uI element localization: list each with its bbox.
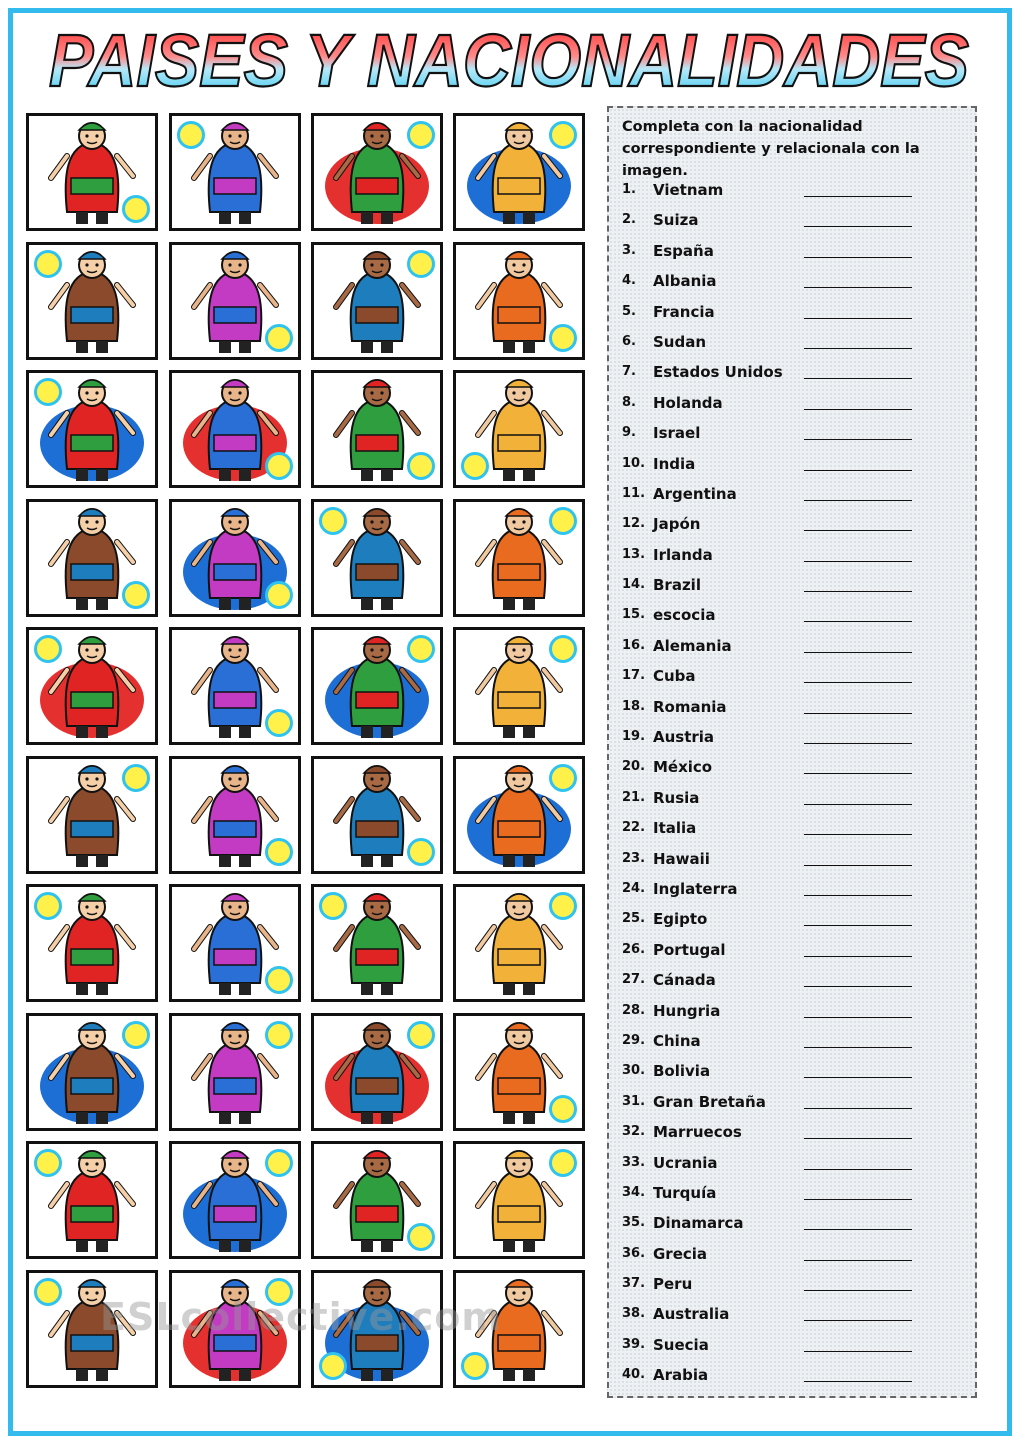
answer-dot[interactable] — [177, 121, 205, 149]
country-item — [622, 332, 967, 362]
country-item — [622, 605, 967, 635]
country-name: Egipto — [653, 910, 708, 929]
answer-blank[interactable] — [804, 409, 912, 410]
answer-dot[interactable] — [122, 1021, 150, 1049]
answer-blank[interactable] — [804, 1047, 912, 1048]
country-item — [622, 514, 967, 544]
item-number: 28. — [622, 1002, 646, 1018]
watermark: ESLcollective.com — [100, 1295, 502, 1339]
item-number: 31. — [622, 1093, 646, 1109]
item-number: 22. — [622, 820, 646, 836]
illustration-tile[interactable] — [453, 884, 585, 1002]
item-number: 12. — [622, 516, 646, 532]
illustration-tile[interactable] — [311, 242, 443, 360]
illustration-tile[interactable] — [169, 370, 301, 488]
country-name: Romania — [653, 697, 727, 716]
illustration-tile[interactable] — [26, 884, 158, 1002]
country-item — [622, 849, 967, 879]
illustration-tile[interactable] — [311, 1013, 443, 1131]
item-number: 2. — [622, 212, 636, 228]
country-item — [622, 1031, 967, 1061]
illustration-tile[interactable] — [453, 242, 585, 360]
country-item — [622, 818, 967, 848]
country-item — [622, 423, 967, 453]
country-item — [622, 879, 967, 909]
country-name: Hungria — [653, 1001, 721, 1020]
country-name: Ucrania — [653, 1153, 718, 1172]
item-number: 40. — [622, 1367, 646, 1383]
item-number: 32. — [622, 1124, 646, 1140]
answer-dot[interactable] — [319, 1352, 347, 1380]
illustration-tile[interactable] — [311, 627, 443, 745]
illustration-tile[interactable] — [26, 756, 158, 874]
answer-blank[interactable] — [804, 652, 912, 653]
answer-dot[interactable] — [407, 635, 435, 663]
answer-dot[interactable] — [265, 452, 293, 480]
country-name: Italia — [653, 819, 697, 838]
country-item — [622, 545, 967, 575]
item-number: 29. — [622, 1032, 646, 1048]
answer-blank[interactable] — [804, 1199, 912, 1200]
answer-blank[interactable] — [804, 196, 912, 197]
item-number: 8. — [622, 394, 636, 410]
item-number: 18. — [622, 698, 646, 714]
country-item — [622, 1183, 967, 1213]
answer-dot[interactable] — [407, 121, 435, 149]
country-name: Suecia — [653, 1335, 709, 1354]
item-number: 23. — [622, 850, 646, 866]
illustration-tile[interactable] — [453, 756, 585, 874]
country-item — [622, 909, 967, 939]
item-number: 39. — [622, 1336, 646, 1352]
answer-blank[interactable] — [804, 1351, 912, 1352]
item-number: 37. — [622, 1276, 646, 1292]
answer-dot[interactable] — [122, 195, 150, 223]
answer-blank[interactable] — [804, 530, 912, 531]
country-item — [622, 454, 967, 484]
illustration-tile[interactable] — [26, 1013, 158, 1131]
country-name: Argentina — [653, 484, 737, 503]
country-name: Peru — [653, 1275, 693, 1294]
illustration-tile[interactable] — [169, 1013, 301, 1131]
country-name: Turquía — [653, 1183, 717, 1202]
country-list — [622, 180, 967, 1396]
answer-blank[interactable] — [804, 1169, 912, 1170]
item-number: 21. — [622, 789, 646, 805]
country-name: España — [653, 241, 714, 260]
answer-dot[interactable] — [549, 764, 577, 792]
country-item — [622, 1274, 967, 1304]
country-item — [622, 302, 967, 332]
answer-dot[interactable] — [265, 1021, 293, 1049]
answer-dot[interactable] — [549, 1149, 577, 1177]
item-number: 30. — [622, 1063, 646, 1079]
answer-blank[interactable] — [804, 1017, 912, 1018]
country-item — [622, 241, 967, 271]
illustration-tile[interactable] — [26, 113, 158, 231]
answer-dot[interactable] — [122, 581, 150, 609]
item-number: 7. — [622, 364, 636, 380]
illustration-tile[interactable] — [311, 370, 443, 488]
answer-blank[interactable] — [804, 1320, 912, 1321]
item-number: 10. — [622, 455, 646, 471]
answer-dot[interactable] — [549, 635, 577, 663]
answer-blank[interactable] — [804, 743, 912, 744]
illustration-tile[interactable] — [311, 756, 443, 874]
country-name: China — [653, 1031, 701, 1050]
answer-dot[interactable] — [34, 1149, 62, 1177]
answer-dot[interactable] — [407, 1021, 435, 1049]
answer-blank[interactable] — [804, 682, 912, 683]
answer-dot[interactable] — [265, 709, 293, 737]
country-name: India — [653, 454, 696, 473]
illustration-tile[interactable] — [169, 756, 301, 874]
answer-dot[interactable] — [34, 635, 62, 663]
answer-blank[interactable] — [804, 470, 912, 471]
country-name: Marruecos — [653, 1123, 742, 1142]
answer-dot[interactable] — [319, 892, 347, 920]
country-name: Albania — [653, 272, 717, 291]
item-number: 9. — [622, 425, 636, 441]
answer-dot[interactable] — [407, 1223, 435, 1251]
country-item — [622, 575, 967, 605]
country-name: Australia — [653, 1305, 730, 1324]
country-name: Francia — [653, 302, 715, 321]
country-item — [622, 727, 967, 757]
answer-blank[interactable] — [804, 561, 912, 562]
country-item — [622, 1153, 967, 1183]
country-item — [622, 788, 967, 818]
country-item — [622, 1061, 967, 1091]
country-name: Inglaterra — [653, 879, 738, 898]
answer-dot[interactable] — [549, 324, 577, 352]
svg-text:PAISES Y NACIONALIDADES: PAISES Y NACIONALIDADES — [49, 19, 969, 102]
country-item — [622, 362, 967, 392]
country-item — [622, 271, 967, 301]
country-name: Portugal — [653, 940, 726, 959]
answer-blank[interactable] — [804, 378, 912, 379]
answer-dot[interactable] — [407, 838, 435, 866]
item-number: 34. — [622, 1184, 646, 1200]
country-name: Cánada — [653, 971, 716, 990]
country-item — [622, 1365, 967, 1395]
country-item — [622, 1244, 967, 1274]
answer-blank[interactable] — [804, 348, 912, 349]
illustration-grid — [26, 113, 592, 1395]
item-number: 13. — [622, 546, 646, 562]
item-number: 36. — [622, 1245, 646, 1261]
country-item — [622, 210, 967, 240]
answer-blank[interactable] — [804, 1260, 912, 1261]
worksheet-title — [0, 14, 1018, 104]
answer-blank[interactable] — [804, 804, 912, 805]
answer-blank[interactable] — [804, 257, 912, 258]
illustration-tile[interactable] — [453, 1141, 585, 1259]
answer-blank[interactable] — [804, 895, 912, 896]
item-number: 14. — [622, 577, 646, 593]
answer-blank[interactable] — [804, 865, 912, 866]
item-number: 19. — [622, 729, 646, 745]
country-item — [622, 1335, 967, 1365]
answer-blank[interactable] — [804, 925, 912, 926]
answer-blank[interactable] — [804, 439, 912, 440]
country-item — [622, 393, 967, 423]
country-name: Suiza — [653, 211, 699, 230]
country-item — [622, 757, 967, 787]
item-number: 11. — [622, 485, 646, 501]
country-name: Israel — [653, 424, 701, 443]
answer-blank[interactable] — [804, 834, 912, 835]
answer-blank[interactable] — [804, 986, 912, 987]
illustration-tile[interactable] — [311, 499, 443, 617]
item-number: 27. — [622, 972, 646, 988]
illustration-tile[interactable] — [311, 884, 443, 1002]
country-name: Holanda — [653, 393, 723, 412]
answer-blank[interactable] — [804, 1138, 912, 1139]
answer-blank[interactable] — [804, 713, 912, 714]
illustration-tile[interactable] — [169, 627, 301, 745]
item-number: 17. — [622, 668, 646, 684]
answer-blank[interactable] — [804, 1077, 912, 1078]
country-name: Austria — [653, 728, 715, 747]
answer-blank[interactable] — [804, 318, 912, 319]
item-number: 16. — [622, 637, 646, 653]
illustration-tile[interactable] — [26, 1141, 158, 1259]
illustration-tile[interactable] — [311, 113, 443, 231]
item-number: 1. — [622, 182, 636, 197]
country-item — [622, 940, 967, 970]
exercise-panel — [607, 106, 977, 1398]
item-number: 6. — [622, 333, 636, 349]
country-name: Irlanda — [653, 545, 713, 564]
answer-dot[interactable] — [265, 1149, 293, 1177]
answer-blank[interactable] — [804, 287, 912, 288]
illustration-tile[interactable] — [26, 370, 158, 488]
illustration-tile[interactable] — [26, 627, 158, 745]
answer-blank[interactable] — [804, 621, 912, 622]
country-name: Rusia — [653, 788, 700, 807]
answer-dot[interactable] — [265, 581, 293, 609]
country-name: escocia — [653, 606, 716, 625]
answer-dot[interactable] — [407, 250, 435, 278]
item-number: 4. — [622, 273, 636, 289]
item-number: 35. — [622, 1215, 646, 1231]
answer-dot[interactable] — [549, 507, 577, 535]
country-item — [622, 666, 967, 696]
country-name: Sudan — [653, 332, 707, 351]
answer-dot[interactable] — [461, 452, 489, 480]
country-name: Vietnam — [653, 181, 724, 199]
answer-blank[interactable] — [804, 1381, 912, 1382]
country-name: México — [653, 758, 713, 777]
country-name: Grecia — [653, 1244, 708, 1263]
country-item — [622, 180, 967, 210]
country-name: Dinamarca — [653, 1214, 744, 1233]
illustration-tile[interactable] — [169, 884, 301, 1002]
illustration-tile[interactable] — [26, 499, 158, 617]
item-number: 38. — [622, 1306, 646, 1322]
answer-blank[interactable] — [804, 591, 912, 592]
country-item — [622, 970, 967, 1000]
country-item — [622, 1304, 967, 1334]
answer-dot[interactable] — [461, 1352, 489, 1380]
country-item — [622, 1122, 967, 1152]
answer-blank[interactable] — [804, 1229, 912, 1230]
item-number: 15. — [622, 607, 646, 623]
illustration-tile[interactable] — [453, 499, 585, 617]
instructions: Completa con la nacionalidad correspondiente y relacionala con la imagen. — [622, 119, 920, 179]
illustration-tile[interactable] — [453, 1013, 585, 1131]
answer-blank[interactable] — [804, 1290, 912, 1291]
illustration-tile[interactable] — [169, 1141, 301, 1259]
answer-dot[interactable] — [34, 250, 62, 278]
country-name: Gran Bretaña — [653, 1092, 766, 1111]
answer-blank[interactable] — [804, 1108, 912, 1109]
country-item — [622, 1213, 967, 1243]
item-number: 25. — [622, 911, 646, 927]
country-item — [622, 484, 967, 514]
answer-dot[interactable] — [549, 1095, 577, 1123]
country-name: Brazil — [653, 576, 701, 595]
country-name: Alemania — [653, 636, 732, 655]
country-name: Cuba — [653, 667, 696, 686]
answer-dot[interactable] — [122, 764, 150, 792]
country-item — [622, 1092, 967, 1122]
country-name: Japón — [653, 515, 701, 534]
country-item — [622, 697, 967, 727]
country-item — [622, 1001, 967, 1031]
answer-blank[interactable] — [804, 773, 912, 774]
country-name: Hawaii — [653, 849, 710, 868]
item-number: 26. — [622, 941, 646, 957]
answer-dot[interactable] — [265, 838, 293, 866]
illustration-tile[interactable] — [26, 242, 158, 360]
country-name: Bolivia — [653, 1062, 711, 1081]
item-number: 20. — [622, 759, 646, 775]
answer-dot[interactable] — [549, 892, 577, 920]
answer-blank[interactable] — [804, 956, 912, 957]
country-name: Arabia — [653, 1366, 709, 1385]
country-name: Estados Unidos — [653, 363, 783, 382]
answer-dot[interactable] — [34, 1278, 62, 1306]
answer-dot[interactable] — [265, 966, 293, 994]
illustration-tile[interactable] — [311, 1141, 443, 1259]
illustration-tile[interactable] — [169, 113, 301, 231]
answer-dot[interactable] — [265, 324, 293, 352]
answer-dot[interactable] — [34, 892, 62, 920]
answer-dot[interactable] — [549, 121, 577, 149]
answer-dot[interactable] — [34, 378, 62, 406]
answer-blank[interactable] — [804, 500, 912, 501]
answer-dot[interactable] — [319, 507, 347, 535]
illustration-tile[interactable] — [169, 242, 301, 360]
item-number: 33. — [622, 1154, 646, 1170]
country-item — [622, 636, 967, 666]
illustration-tile[interactable] — [453, 113, 585, 231]
answer-blank[interactable] — [804, 226, 912, 227]
item-number: 3. — [622, 242, 636, 258]
illustration-tile[interactable] — [453, 627, 585, 745]
item-number: 5. — [622, 303, 636, 319]
answer-dot[interactable] — [407, 452, 435, 480]
illustration-tile[interactable] — [453, 370, 585, 488]
illustration-tile[interactable] — [169, 499, 301, 617]
item-number: 24. — [622, 880, 646, 896]
